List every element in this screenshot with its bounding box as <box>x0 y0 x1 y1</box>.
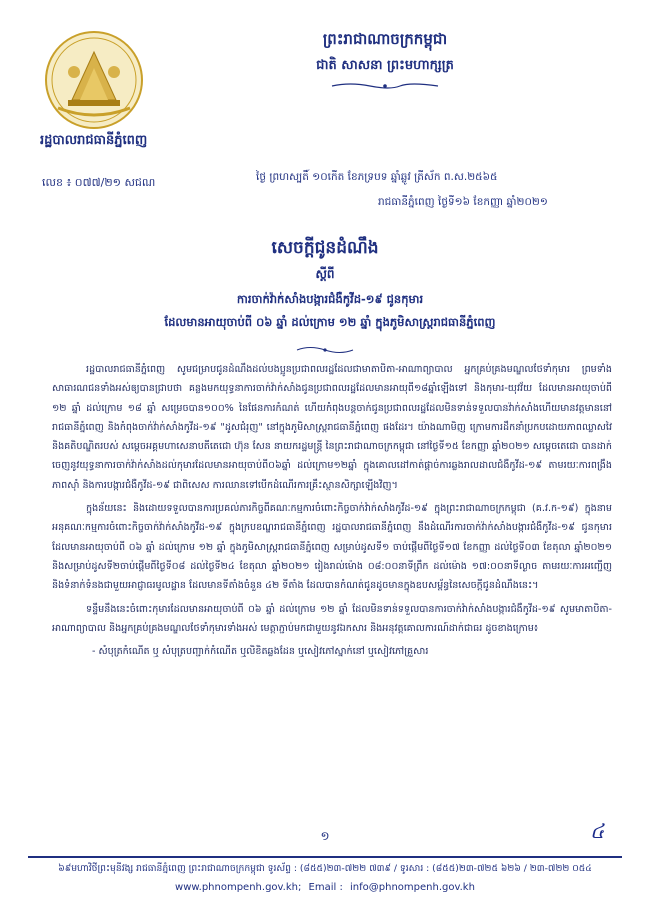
footer-website-link[interactable]: www.phnompenh.gov.kh; <box>175 882 302 893</box>
footer-email-link[interactable]: info@phnompenh.gov.kh <box>350 882 475 893</box>
notice-body <box>52 360 612 665</box>
body-paragraph-2: ក្នុងន័យនេះ និងដោយទទួលបានការប្រគល់ភារកិច្ចពីគណៈកម្មការចំពោះកិច្ចចាក់វ៉ាក់សាំងកូវីដ-១៩ ក្នុងព្រះរាជាណាចក្រកម្ពុជា (គ.វ.ក-១៩) ក្នុងនាមអនុគណៈកម្មការចំពោះកិច្ចចាក់វ៉ាក់សាំងកូវីដ-១៩ ក្នុងក្របខណ្ឌរាជធានីភ្នំពេញ រដ្ឋបាលរាជធានីភ្នំពេញ នឹងដំណើរការចាក់វ៉ាក់សាំងបង្ការជំងឺកូវីដ-១៩ ជូនកុមារដែលមានអាយុចាប់ពី ០៦ ឆ្នាំ ដល់ក្រោម ១២ ឆ្នាំ ក្នុងភូមិសាស្ត្ររាជធានីភ្នំពេញ សម្រាប់ដូសទី១ ចាប់ផ្តើមពីថ្ងៃទី១៧ ខែកញ្ញា ដល់ថ្ងៃទី០៣ ខែតុលា ឆ្នាំ២០២១ និងសម្រាប់ដូសទី២ចាប់ផ្តើមពីថ្ងៃទី០៨ ដល់ថ្ងៃទី២៤ ខែតុលា ឆ្នាំ២០២១ រៀងរាល់ម៉ោង ០៨:០០នាទីព្រឹក ដល់ម៉ោង ១៧:០០នាទីល្ងាច តាមរយៈការអញ្ជើញ និងទំនាក់ទំនងជាមួយអាជ្ញាធរមូលដ្ឋាន ដែលមានទីតាំងចំនួន ៤២ ទីតាំង ដែលបានកំណត់ជូនដូចមានក្នុងឧបសម្ព័ន្ធនៃសេចក្តីជូនដំណឹងនេះ។ <box>52 503 612 592</box>
page-number: ១ <box>320 829 330 843</box>
footer-contact <box>30 882 620 893</box>
footer-email-label: Email : <box>308 882 343 893</box>
notice-subject-line1: ការចាក់វ៉ាក់សាំងបង្ការជំងឺកូវីដ-១៩ ជូនកុមារ <box>236 292 424 306</box>
notice-title: សេចក្តីជូនដំណឹង <box>271 238 379 258</box>
body-paragraph-1: រដ្ឋបាលរាជធានីភ្នំពេញ សូមជម្រាបជូនដំណឹងដល់បងប្អូនប្រជាពលរដ្ឋដែលជាមាតាបិតា-អាណាព្យាបាល អ្នកគ្រប់គ្រងមណ្ឌលថែទាំកុមារ ព្រមទាំងសាធារណជនទាំងអស់ឲ្យបានជ្រាបថា គន្លងមកយុទ្ធនាការចាក់វ៉ាក់សាំងជូនប្រជាពលរដ្ឋដែលមានអាយុពី១៨ឆ្នាំឡើងទៅ និងកុមារ-យុវវ័យ ដែលមានអាយុចាប់ពី ១២ ឆ្នាំ ដល់ក្រោម ១៨ ឆ្នាំ សម្រេចបាន១០០% នៃផែនការកំណត់ ហើយកំពុងបន្តចាក់ជូនប្រជាពលរដ្ឋដែលមិនទាន់ទទួលបានវ៉ាក់សាំងហើយមានវត្តមាននៅរាជធានីភ្នំពេញ និងកំពុងចាក់វ៉ាក់សាំងកូវីដ-១៩ "ដូសជំរុញ" នៅក្នុងភូមិសាស្ត្ររាជធានីភ្នំពេញ ផងដែរ។ យ៉ាងណាមិញ ក្រោមការដឹកនាំប្រកបដោយភាពឈ្លាសវៃ និងគតិបណ្ឌិតរបស់ សម្តេចអគ្គមហាសេនាបតីតេជោ ហ៊ុន សែន នាយករដ្ឋមន្ត្រី នៃព្រះរាជាណាចក្រកម្ពុជា នៅថ្ងៃទី១៥ ខែកញ្ញា ឆ្នាំ២០២១ សម្តេចតេជោ បានដាក់ចេញនូវយុទ្ធនាការចាក់វ៉ាក់សាំងដល់កុមារដែលមានអាយុចាប់ពី០៦ឆ្នាំ ដល់ក្រោម១២ឆ្នាំ ក្នុងគោលដៅកាត់ផ្តាច់ការឆ្លងរាលដាលជំងឺកូវីដ-១៩ តាមរយៈការពង្រឹងភាពស៊ាំ និងការបង្ការជំងឺកូវីដ-១៩ ជាពិសេស ការឈានទៅបើកដំណើរការគ្រឹះស្ថានសិក្សាឡើងវិញ។ <box>52 364 612 491</box>
notice-about: ស្តីពី <box>315 267 335 281</box>
phnom-penh-emblem-icon <box>44 30 144 130</box>
body-bullet-1: - សំបុត្រកំណើត ឬ សំបុត្របញ្ជាក់កំណើត ឬលិខិតឆ្លងដែន ឬសៀវភៅស្នាក់នៅ ឬសៀវភៅគ្រួសារ <box>92 646 429 658</box>
page-handwritten-mark: ៤ <box>590 819 605 843</box>
kingdom-title: ព្រះរាជាណាចក្រកម្ពុជា <box>322 30 448 48</box>
motto-ornament-icon <box>330 82 440 90</box>
date-solar: រាជធានីភ្នំពេញ ថ្ងៃទី១៦ ខែកញ្ញា ឆ្នាំ២០២១ <box>378 196 548 208</box>
ornament-divider-icon <box>295 345 355 355</box>
issuer-name: រដ្ឋបាលរាជធានីភ្នំពេញ <box>40 133 148 148</box>
kingdom-motto: ជាតិ សាសនា ព្រះមហាក្សត្រ <box>316 58 454 73</box>
body-paragraph-3: ទន្ទឹមនឹងនេះចំពោះកុមារដែលមានអាយុចាប់ពី ០៦ ឆ្នាំ ដល់ក្រោម ១២ ឆ្នាំ ដែលមិនទាន់ទទួលបានការចាក់វ៉ាក់សាំងបង្ការជំងឺកូវីដ-១៩ សូមមាតាបិតា-អាណាព្យាបាល និងអ្នកគ្រប់គ្រងមណ្ឌលថែទាំកុមារទាំងអស់ មេត្តាភ្ជាប់មកជាមួយនូវឯកសារ និងអនុវត្តគោលការណ៍ដាក់ជាធរ ដូចខាងក្រោម៖ <box>52 603 612 634</box>
date-lunar: ថ្ងៃ ព្រហស្បតិ៍ ១០កើត ខែភទ្របទ ឆ្នាំឆ្លូវ ត្រីស័ក ព.ស.២៥៦៥ <box>256 171 498 183</box>
notice-subject-line2: ដែលមានអាយុចាប់ពី ០៦ ឆ្នាំ ដល់ក្រោម ១២ ឆ្នាំ ក្នុងភូមិសាស្ត្ររាជធានីភ្នំពេញ <box>164 315 496 329</box>
reference-number: លេខ ៖ ០៧៧/២១ សជណ <box>42 176 156 189</box>
footer-divider <box>28 856 622 858</box>
footer-address: ៦៩មហាវិថីព្រះមុនីវង្ស រាជធានីភ្នំពេញ ព្រះរាជាណាចក្រកម្ពុជា ទូរស័ព្ទ : (៨៥៥)២៣-៧២២ ៧៣៩ / ទូរសារ : (៨៥៥)២៣-៧២៥ ៦២៦ / ២៣-៧២២ ០៥៤ <box>58 863 592 874</box>
